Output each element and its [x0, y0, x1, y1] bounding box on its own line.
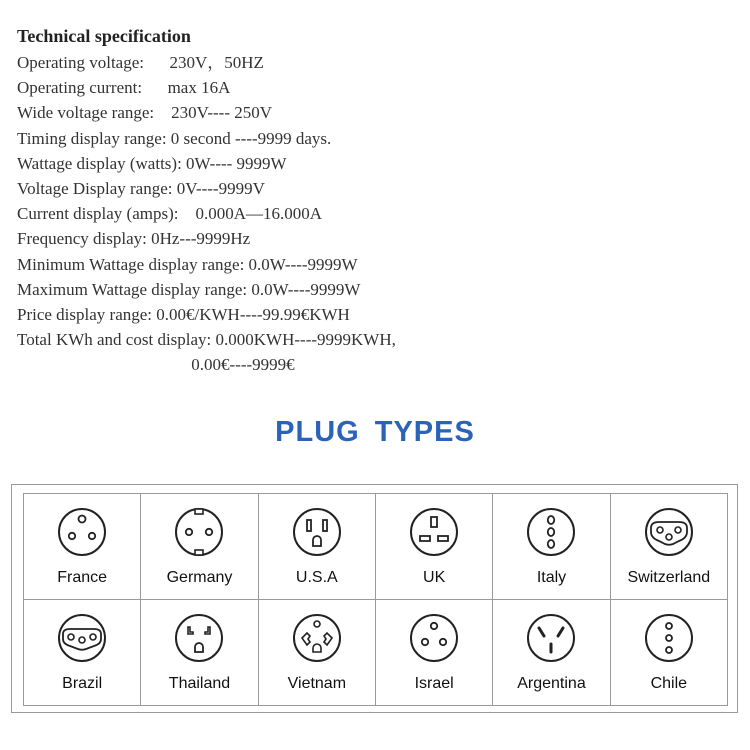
plug-types-table: [11, 484, 738, 713]
plug-cell-argentina: [493, 600, 610, 706]
plug-cell-germany: [141, 494, 258, 600]
plug-cell-brazil: [24, 600, 141, 706]
plug-cell-thailand: [141, 600, 258, 706]
plug-label: Germany: [166, 569, 233, 586]
plug-cell-italy: [493, 494, 610, 600]
spec-line: Operating voltage: 230V，50HZ: [17, 53, 264, 72]
chile-socket-icon: [643, 612, 695, 664]
spec-line: Total KWh and cost display: 0.000KWH----9999KWH,: [17, 330, 396, 350]
germany-socket-icon: [173, 506, 225, 558]
plug-label: U.S.A: [295, 569, 338, 586]
plug-label: Israel: [414, 675, 454, 692]
plug-label: Brazil: [62, 675, 103, 692]
spec-line: Voltage Display range: 0V----9999V: [17, 179, 265, 199]
spec-title: Technical specification: [17, 26, 191, 46]
vietnam-socket-icon: [291, 612, 343, 664]
italy-socket-icon: [525, 506, 577, 558]
spec-line: Minimum Wattage display range: 0.0W----9999W: [17, 254, 358, 274]
spec-line: Frequency display: 0Hz---9999Hz: [17, 229, 251, 249]
switzerland-socket-icon: [643, 506, 695, 558]
plug-label: Switzerland: [627, 569, 711, 586]
plug-cell-usa: [259, 494, 376, 600]
plug-label: Chile: [650, 675, 688, 692]
spec-line: Timing display range: 0 second ----9999 days.: [17, 128, 332, 148]
spec-line: Operating current: max 16A: [17, 78, 231, 98]
uk-socket-icon: [408, 506, 460, 558]
spec-line: 0.00€----9999€: [17, 355, 295, 375]
spec-line: Price display range: 0.00€/KWH----99.99€KWH: [17, 305, 350, 325]
technical-specification: [17, 24, 396, 378]
plug-cell-france: [24, 494, 141, 600]
brazil-socket-icon: [56, 612, 108, 664]
plug-label: Italy: [536, 569, 567, 586]
spec-line: Maximum Wattage display range: 0.0W----9999W: [17, 279, 361, 299]
plug-types-grid: [23, 493, 728, 706]
plug-cell-vietnam: [259, 600, 376, 706]
plug-cell-uk: [376, 494, 493, 600]
plug-label: France: [57, 569, 108, 586]
plug-types-heading: PLUG TYPES: [275, 416, 475, 448]
plug-label: Argentina: [517, 675, 586, 692]
israel-socket-icon: [408, 612, 460, 664]
plug-cell-israel: [376, 600, 493, 706]
spec-line: Current display (amps): 0.000A—16.000A: [17, 204, 323, 224]
usa-socket-icon: [291, 506, 343, 558]
plug-cell-switzerland: [611, 494, 728, 600]
thailand-socket-icon: [173, 612, 225, 664]
france-socket-icon: [56, 506, 108, 558]
argentina-socket-icon: [525, 612, 577, 664]
plug-label: Vietnam: [287, 675, 347, 692]
spec-line: Wide voltage range: 230V---- 250V: [17, 103, 273, 123]
plug-label: Thailand: [168, 675, 231, 692]
plug-label: UK: [423, 569, 446, 586]
plug-cell-chile: [611, 600, 728, 706]
spec-line: Wattage display (watts): 0W---- 9999W: [17, 153, 287, 173]
